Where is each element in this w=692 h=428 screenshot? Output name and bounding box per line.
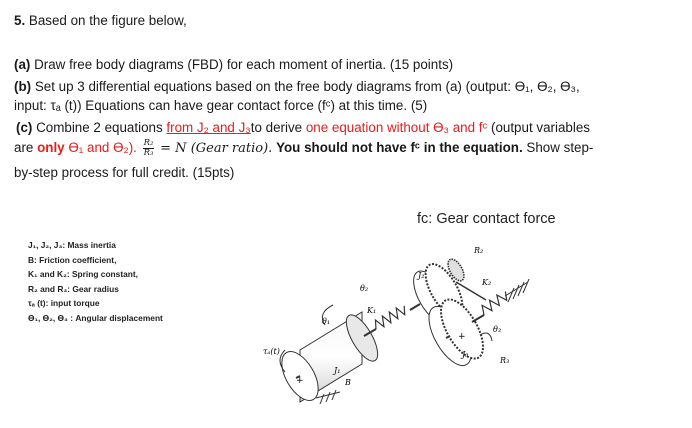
spring-k1 [372,304,408,331]
label-k2: K₂ [482,278,492,287]
part-c-bold-note: You should not have fᶜ in the equation. [276,140,523,156]
part-c-part1: Combine 2 equations [36,120,163,135]
part-c-underlined: from J₂ and J₃ [166,120,251,135]
question-number: 5. [14,13,26,28]
label-plus-2: + [458,332,466,342]
part-b-text2: input: τₐ (t)) Equations can have gear contact force (fᶜ) at this time. (5) [14,98,428,113]
figure-title: fc: Gear contact force [417,211,556,227]
label-tau: τₐ(t) [263,347,280,356]
part-c-are: are [14,140,34,156]
label-plus-1: + [296,376,304,386]
label-j3: J₃ [462,350,469,359]
legend-item: τₐ (t): input torque [28,298,100,309]
legend-item: ϴ₁, ϴ₂, ϴ₃ : Angular displacement [28,312,163,323]
label-b: B [345,378,351,387]
part-c-vars: ϴ₁ and ϴ₂). [68,140,137,156]
part-a-text: Draw free body diagrams (FBD) for each moment of inertia. (15 points) [34,57,454,72]
part-a-label: (a) [14,57,31,72]
shaft-2 [410,304,420,310]
fraction-numerator: R₂ [143,138,154,148]
label-r3: R₃ [500,356,510,365]
legend-item: B: Friction coefficient, [28,254,117,265]
part-b-label: (b) [14,79,32,94]
label-j2: J₂ [418,271,425,280]
label-k1: K₁ [367,306,377,315]
part-c-part3: (output variables [490,120,590,135]
part-c-tail: Show step- [526,140,594,156]
label-j1: J₁ [334,366,341,375]
fraction-denominator: R₃ [143,148,154,158]
part-c-red-text: one equation without ϴ₃ and fᶜ [305,120,488,135]
spring-k2 [479,290,510,316]
part-c-text3: by-step process for full credit. (15pts) [14,165,235,180]
legend-item: K₁ and K₂: Spring constant, [28,269,139,280]
damper-b [316,390,340,404]
question-intro: Based on the figure below, [28,13,187,28]
shaft-3 [472,315,484,322]
part-b-text1: Set up 3 differential equations based on the free body diagrams from (a) (output: ϴ₁, ϴ₂, ϴ₃, [34,79,580,94]
gear-ratio-equation: = N (Gear ratio). [160,141,273,157]
wall-k2 [505,279,529,302]
label-theta2: θ₂ [360,284,369,293]
part-c-only: only [37,140,65,156]
part-c-part2: to derive [250,120,303,135]
legend-item: J₁, J₂, J₃: Mass inertia [28,240,116,250]
label-r2: R₂ [474,246,484,255]
legend-item: R₂ and R₃: Gear radius [28,283,119,294]
part-c-label: (c) [16,120,33,135]
label-theta1: θ₁ [322,317,331,326]
label-theta3: θ₃ [493,325,502,334]
